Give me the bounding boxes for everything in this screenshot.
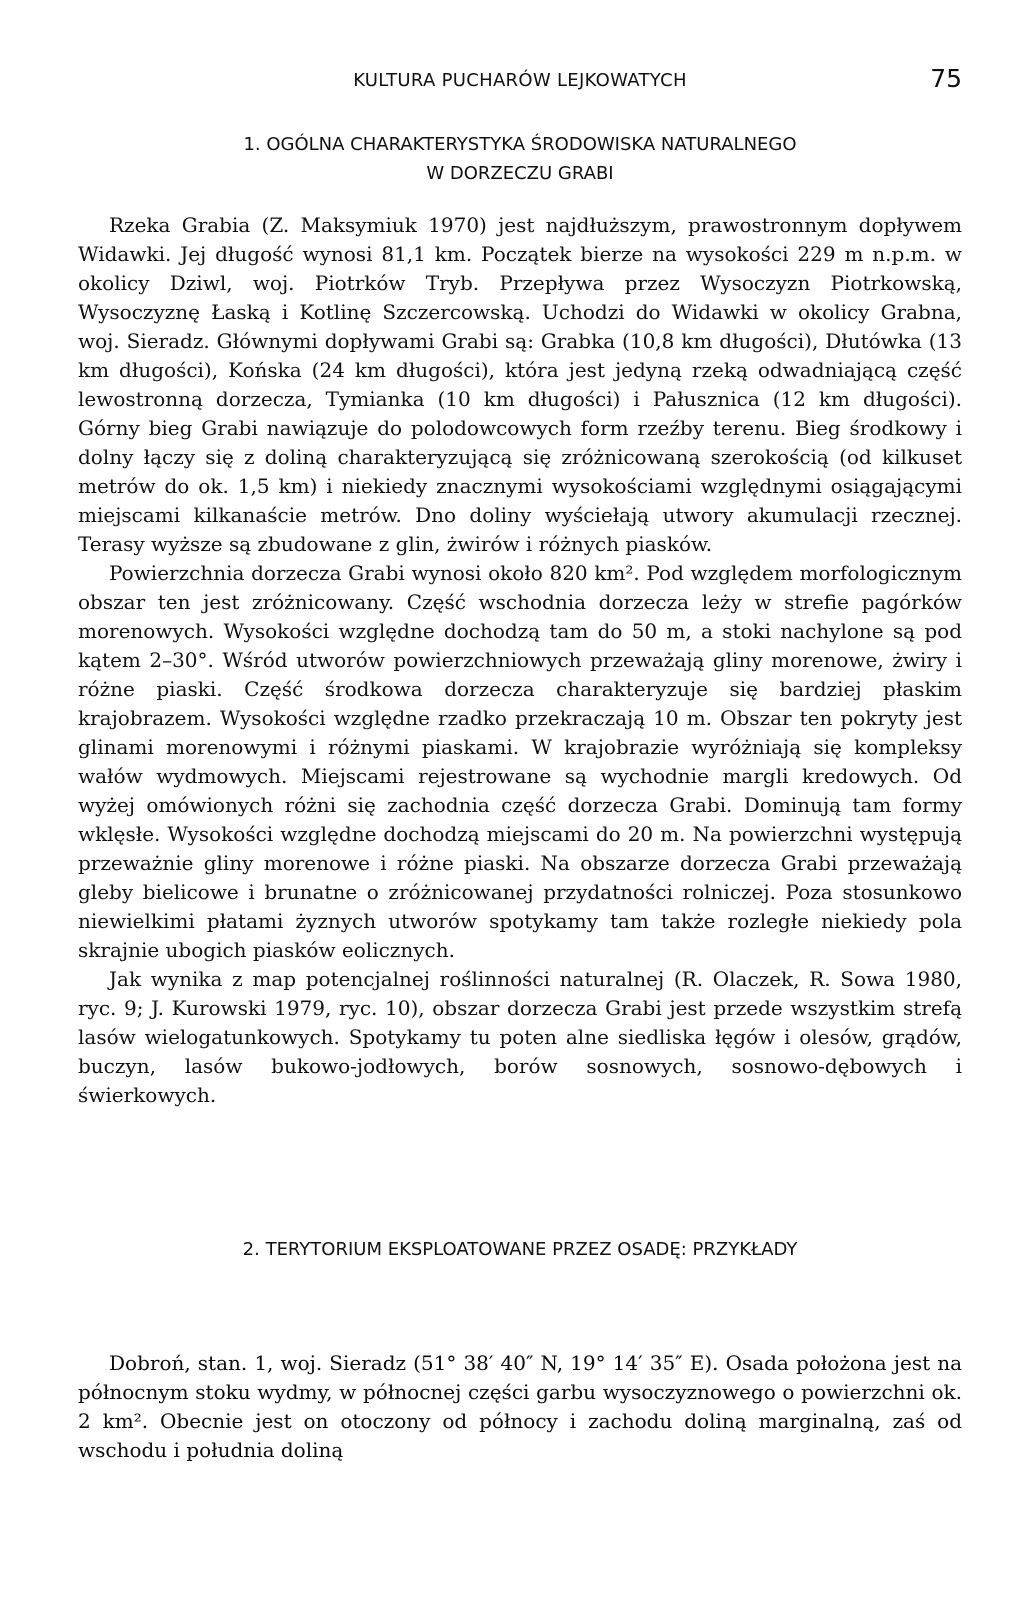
paragraph-dobron-site: Dobroń, stan. 1, woj. Sieradz (51° 38′ 40″ N, 19° 14′ 35″ E). Osada położona jest na północnym stoku wydmy, w północnej części garbu wysoczyznowego o powierzchni ok. 2 km². Obecnie jest on otoczony od północy i zachodu doliną marginalną, zaś od wschodu i południa doliną — [78, 1351, 962, 1462]
running-title: KULTURA PUCHARÓW LEJKOWATYCH — [353, 70, 687, 91]
page-number: 75 — [930, 64, 962, 93]
section-heading-1-line-1: 1. OGÓLNA CHARAKTERYSTYKA ŚRODOWISKA NATURALNEGO — [243, 134, 797, 155]
paragraph-vegetation: Jak wynika z map potencjalnej roślinności naturalnej (R. Olaczek, R. Sowa 1980, ryc. 9; J. Kurowski 1979, ryc. 10), obszar dorzecza Grabi jest przede wszystkim strefą lasów wielogatunkowych. Spotykamy tu poten alne siedliska łęgów i olesów, grądów, buczyn, lasów bukowo-jodłowych, borów sosnowych, sosnowo-dębowych i świerkowych. — [78, 967, 962, 1107]
section-2-body — [78, 1349, 962, 1465]
running-head — [78, 64, 962, 100]
section-heading-2: 2. TERYTORIUM EKSPLOATOWANE PRZEZ OSADĘ: PRZYKŁADY — [242, 1239, 798, 1260]
section-heading-1-line-2: W DORZECZU GRABI — [426, 163, 614, 184]
section-heading-1 — [78, 130, 962, 188]
section-1-body — [78, 211, 962, 1110]
paragraph-grabia-river: Rzeka Grabia (Z. Maksymiuk 1970) jest najdłuższym, prawostronnym dopływem Widawki. Jej długość wynosi 81,1 km. Początek bierze na wysokości 229 m n.p.m. w okolicy Dziwl, woj. Piotrków Tryb. Przepływa przez Wysoczyzn Piotrkowską, Wysoczyznę Łaską i Kotlinę Szczercowską. Uchodzi do Widawki w okolicy Grabna, woj. Sieradz. Głównymi dopływami Grabi są: Grabka (10,8 km długości), Dłutówka (13 km długości), Końska (24 km długości), która jest jedyną rzeką odwadniającą część lewostronną dorzecza, Tymianka (10 km długości) i Pałusznica (12 km długości). Górny bieg Grabi nawiązuje do polodowcowych form rzeźby terenu. Bieg środkowy i dolny łączy się z doliną charakteryzującą się zróżnicowaną szerokością (od kilkuset metrów do ok. 1,5 km) i niekiedy znacznymi wysokościami względnymi osiągającymi miejscami kilkanaście metrów. Dno doliny wyściełają utwory akumulacji rzecznej. Terasy wyższe są zbudowane z glin, żwirów i różnych piasków. — [78, 213, 962, 556]
paragraph-basin-area: Powierzchnia dorzecza Grabi wynosi około 820 km². Pod względem morfologicznym obszar ten jest zróżnicowany. Część wschodnia dorzecza leży w strefie pagórków morenowych. Wysokości względne dochodzą tam do 50 m, a stoki nachylone są pod kątem 2–30°. Wśród utworów powierzchniowych przeważają gliny morenowe, żwiry i różne piaski. Część środkowa dorzecza charakteryzuje się bardziej płaskim krajobrazem. Wysokości względne rzadko przekraczają 10 m. Obszar ten pokryty jest glinami morenowymi i różnymi piaskami. W krajobrazie wyróżniają się kompleksy wałów wydmowych. Miejscami rejestrowane są wychodnie margli kredowych. Od wyżej omówionych różni się zachodnia część dorzecza Grabi. Dominują tam formy wklęsłe. Wysokości względne dochodzą miejscami do 20 m. Na powierzchni występują przeważnie gliny morenowe i różne piaski. Na obszarze dorzecza Grabi przeważają gleby bielicowe i brunatne o zróżnicowanej przydatności rolniczej. Poza stosunkowo niewielkimi płatami żyznych utworów spotykamy tam także rozległe niekiedy pola skrajnie ubogich piasków eolicznych. — [78, 561, 962, 962]
